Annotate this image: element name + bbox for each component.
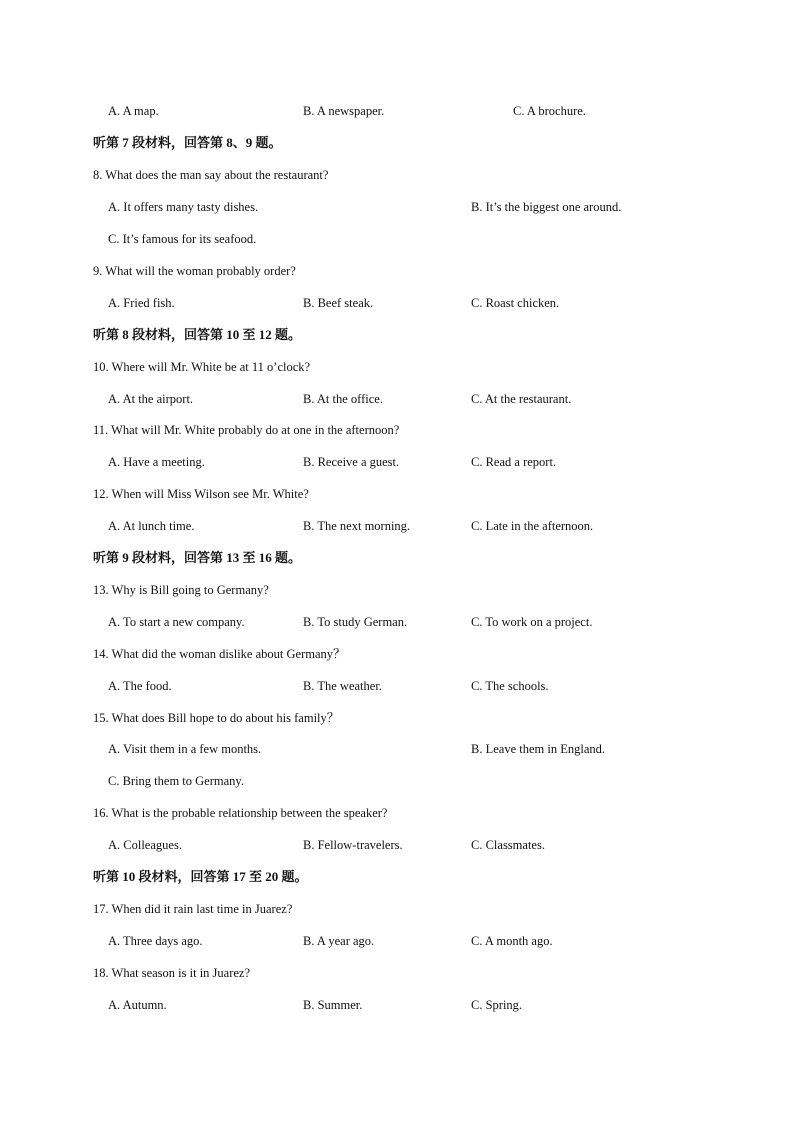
- answer-option: A. Three days ago.: [108, 934, 203, 948]
- answer-option: C. Late in the afternoon.: [471, 519, 594, 533]
- question-text: 15. What does Bill hope to do about his family？: [93, 711, 340, 725]
- answer-option: A. Visit them in a few months.: [108, 742, 262, 756]
- answer-option: C. Spring.: [471, 998, 523, 1012]
- answer-option: B. Beef steak.: [303, 296, 374, 310]
- section-heading: 听第 9 段材料，回答第 13 至 16 题。: [93, 550, 302, 565]
- answer-option: C. A brochure.: [513, 104, 586, 118]
- question-text: 16. What is the probable relationship between the speaker?: [93, 806, 388, 820]
- answer-option: A. It offers many tasty dishes.: [108, 200, 259, 214]
- answer-option: A. At lunch time.: [108, 519, 195, 533]
- question-text: 11. What will Mr. White probably do at one in the afternoon?: [93, 423, 400, 437]
- answer-option: C. It’s famous for its seafood.: [108, 232, 257, 246]
- answer-option: C. Roast chicken.: [471, 296, 560, 310]
- answer-option: B. To study German.: [303, 615, 408, 629]
- answer-option: A. Fried fish.: [108, 296, 175, 310]
- section-heading: 听第 10 段材料，回答第 17 至 20 题。: [93, 869, 308, 884]
- question-text: 14. What did the woman dislike about Germany？: [93, 647, 346, 661]
- answer-option: A. The food.: [108, 679, 172, 693]
- question-text: 12. When will Miss Wilson see Mr. White?: [93, 487, 309, 501]
- question-text: 17. When did it rain last time in Juarez?: [93, 902, 293, 916]
- answer-option: A. At the airport.: [108, 392, 194, 406]
- answer-option: C. Bring them to Germany.: [108, 774, 244, 788]
- answer-option: A. Autumn.: [108, 998, 167, 1012]
- answer-option: C. The schools.: [471, 679, 549, 693]
- answer-option: B. It’s the biggest one around.: [471, 200, 622, 214]
- answer-option: A. To start a new company.: [108, 615, 245, 629]
- section-heading: 听第 8 段材料，回答第 10 至 12 题。: [93, 327, 302, 342]
- section-heading: 听第 7 段材料，回答第 8、9 题。: [93, 135, 282, 150]
- answer-option: C. A month ago.: [471, 934, 553, 948]
- answer-option: A. Colleagues.: [108, 838, 182, 852]
- question-text: 8. What does the man say about the restaurant?: [93, 168, 329, 182]
- answer-option: A. Have a meeting.: [108, 455, 205, 469]
- question-text: 10. Where will Mr. White be at 11 o’clock?: [93, 360, 311, 374]
- answer-option: A. A map.: [108, 104, 159, 118]
- answer-option: B. Receive a guest.: [303, 455, 400, 469]
- question-text: 18. What season is it in Juarez?: [93, 966, 251, 980]
- answer-option: B. Fellow-travelers.: [303, 838, 403, 852]
- answer-option: C. Read a report.: [471, 455, 557, 469]
- answer-option: C. At the restaurant.: [471, 392, 572, 406]
- answer-option: C. To work on a project.: [471, 615, 593, 629]
- question-text: 9. What will the woman probably order?: [93, 264, 296, 278]
- question-text: 13. Why is Bill going to Germany?: [93, 583, 269, 597]
- answer-option: B. A year ago.: [303, 934, 375, 948]
- answer-option: B. The next morning.: [303, 519, 411, 533]
- answer-option: B. The weather.: [303, 679, 382, 693]
- answer-option: B. At the office.: [303, 392, 383, 406]
- answer-option: B. Summer.: [303, 998, 363, 1012]
- answer-option: C. Classmates.: [471, 838, 545, 852]
- answer-option: B. Leave them in England.: [471, 742, 605, 756]
- answer-option: B. A newspaper.: [303, 104, 385, 118]
